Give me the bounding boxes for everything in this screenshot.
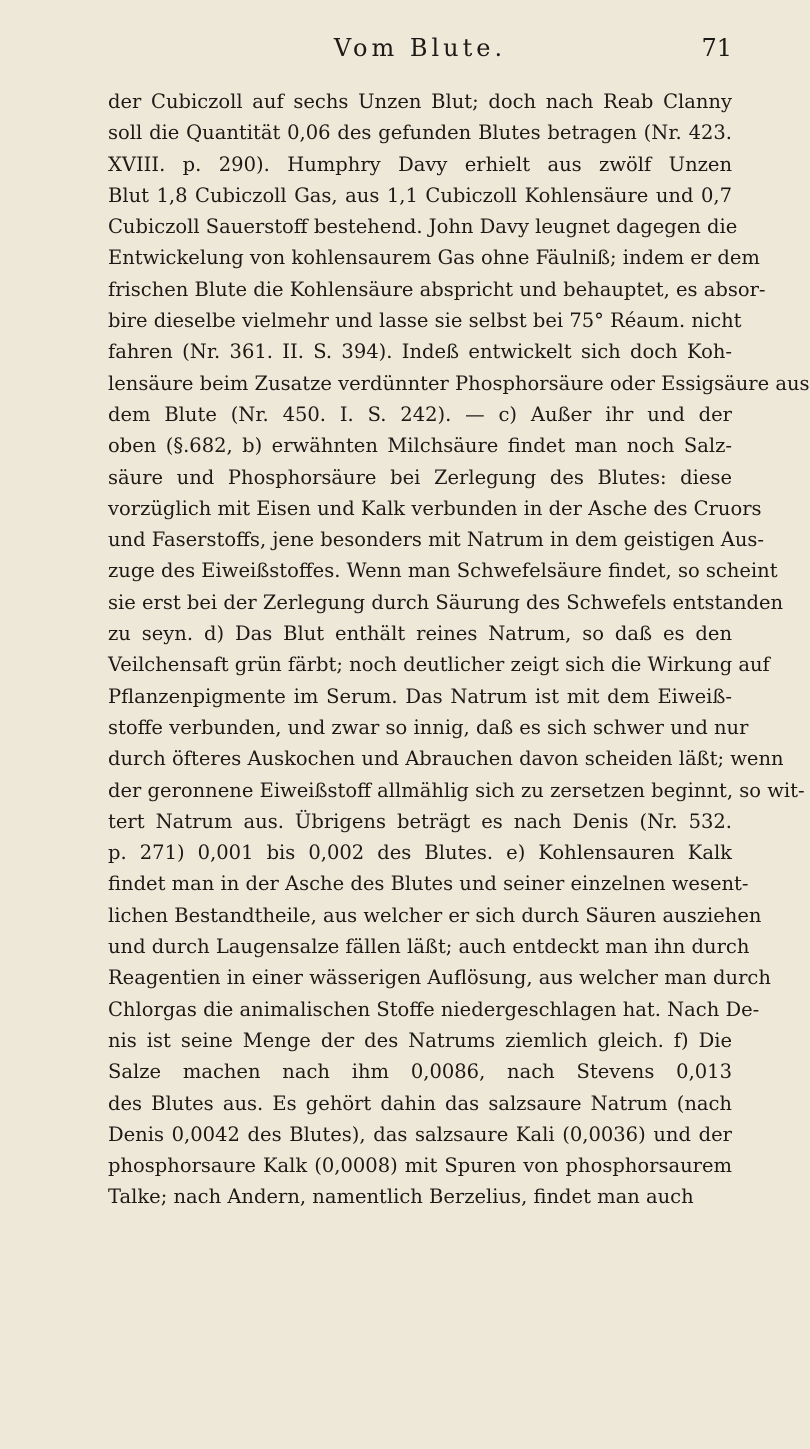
- text-line: phosphorsaure Kalk (0,0008) mit Spuren von phosphorsaurem: [108, 1154, 732, 1178]
- text-line: Talke; nach Andern, namentlich Berzelius, findet man auch: [108, 1185, 694, 1209]
- text-line: lensäure beim Zusatze verdünnter Phosphorsäure oder Essigsäure aus: [108, 371, 810, 395]
- text-line: stoffe verbunden, und zwar so innig, daß es sich schwer und nur: [108, 715, 749, 739]
- text-line: Denis 0,0042 des Blutes), das salzsaure Kali (0,0036) und der: [108, 1122, 732, 1146]
- text-line: fahren (Nr. 361. II. S. 394). Indeß entwickelt sich doch Koh-: [108, 340, 732, 364]
- text-line: Salze machen nach ihm 0,0086, nach Stevens 0,013: [108, 1060, 732, 1084]
- text-line: und Faserstoffs, jene besonders mit Natrum in dem geistigen Aus-: [108, 528, 765, 552]
- text-line: sie erst bei der Zerlegung durch Säurung des Schwefels entstanden: [108, 590, 784, 614]
- text-line: Veilchensaft grün färbt; noch deutlicher zeigt sich die Wirkung auf: [108, 653, 770, 677]
- text-line: zu seyn. d) Das Blut enthält reines Natrum, so daß es den: [108, 622, 732, 646]
- text-line: oben (§.682, b) erwähnten Milchsäure findet man noch Salz-: [108, 434, 732, 458]
- text-line: Blut 1,8 Cubiczoll Gas, aus 1,1 Cubiczoll Kohlensäure und 0,7: [108, 183, 732, 207]
- text-line: tert Natrum aus. Übrigens beträgt es nach Denis (Nr. 532.: [108, 809, 732, 833]
- text-line: XVIII. p. 290). Humphry Davy erhielt aus zwölf Unzen: [108, 152, 732, 176]
- text-line: soll die Quantität 0,06 des gefunden Blutes betragen (Nr. 423.: [108, 121, 732, 145]
- text-line: durch öfteres Auskochen und Abrauchen davon scheiden läßt; wenn: [108, 747, 784, 771]
- text-line: dem Blute (Nr. 450. I. S. 242). — c) Außer ihr und der: [108, 402, 732, 426]
- text-line: lichen Bestandtheile, aus welcher er sich durch Säuren ausziehen: [108, 903, 762, 927]
- text-line: der geronnene Eiweißstoff allmählig sich zu zersetzen beginnt, so wit-: [108, 778, 805, 802]
- text-line: Reagentien in einer wässerigen Auflösung, aus welcher man durch: [108, 966, 771, 990]
- running-title: Vom Blute.: [333, 34, 507, 62]
- text-line: Cubiczoll Sauerstoff bestehend. John Davy leugnet dagegen die: [108, 215, 738, 239]
- text-line: und durch Laugensalze fällen läßt; auch entdeckt man ihn durch: [108, 935, 750, 959]
- body-text: [108, 86, 810, 1213]
- text-line: des Blutes aus. Es gehört dahin das salzsaure Natrum (nach: [108, 1091, 732, 1115]
- text-line: findet man in der Asche des Blutes und seiner einzelnen wesent-: [108, 872, 749, 896]
- text-line: frischen Blute die Kohlensäure abspricht und behauptet, es absor-: [108, 277, 766, 301]
- page-number: 71: [701, 34, 732, 62]
- text-line: nis ist seine Menge der des Natrums ziemlich gleich. f) Die: [108, 1028, 732, 1052]
- text-line: Entwickelung von kohlensaurem Gas ohne Fäulniß; indem er dem: [108, 246, 760, 270]
- text-line: Pflanzenpigmente im Serum. Das Natrum ist mit dem Eiweiß-: [108, 684, 732, 708]
- text-line: p. 271) 0,001 bis 0,002 des Blutes. e) Kohlensauren Kalk: [108, 841, 732, 865]
- text-line: Chlorgas die animalischen Stoffe niedergeschlagen hat. Nach De-: [108, 997, 760, 1021]
- text-line: bire dieselbe vielmehr und lasse sie selbst bei 75° Réaum. nicht: [108, 309, 742, 333]
- text-line: der Cubiczoll auf sechs Unzen Blut; doch nach Reab Clanny: [108, 90, 732, 113]
- text-line: zuge des Eiweißstoffes. Wenn man Schwefelsäure findet, so scheint: [108, 559, 778, 583]
- text-line: säure und Phosphorsäure bei Zerlegung des Blutes: diese: [108, 465, 732, 489]
- text-line: vorzüglich mit Eisen und Kalk verbunden in der Asche des Cruors: [108, 496, 762, 520]
- page-header: [108, 34, 732, 70]
